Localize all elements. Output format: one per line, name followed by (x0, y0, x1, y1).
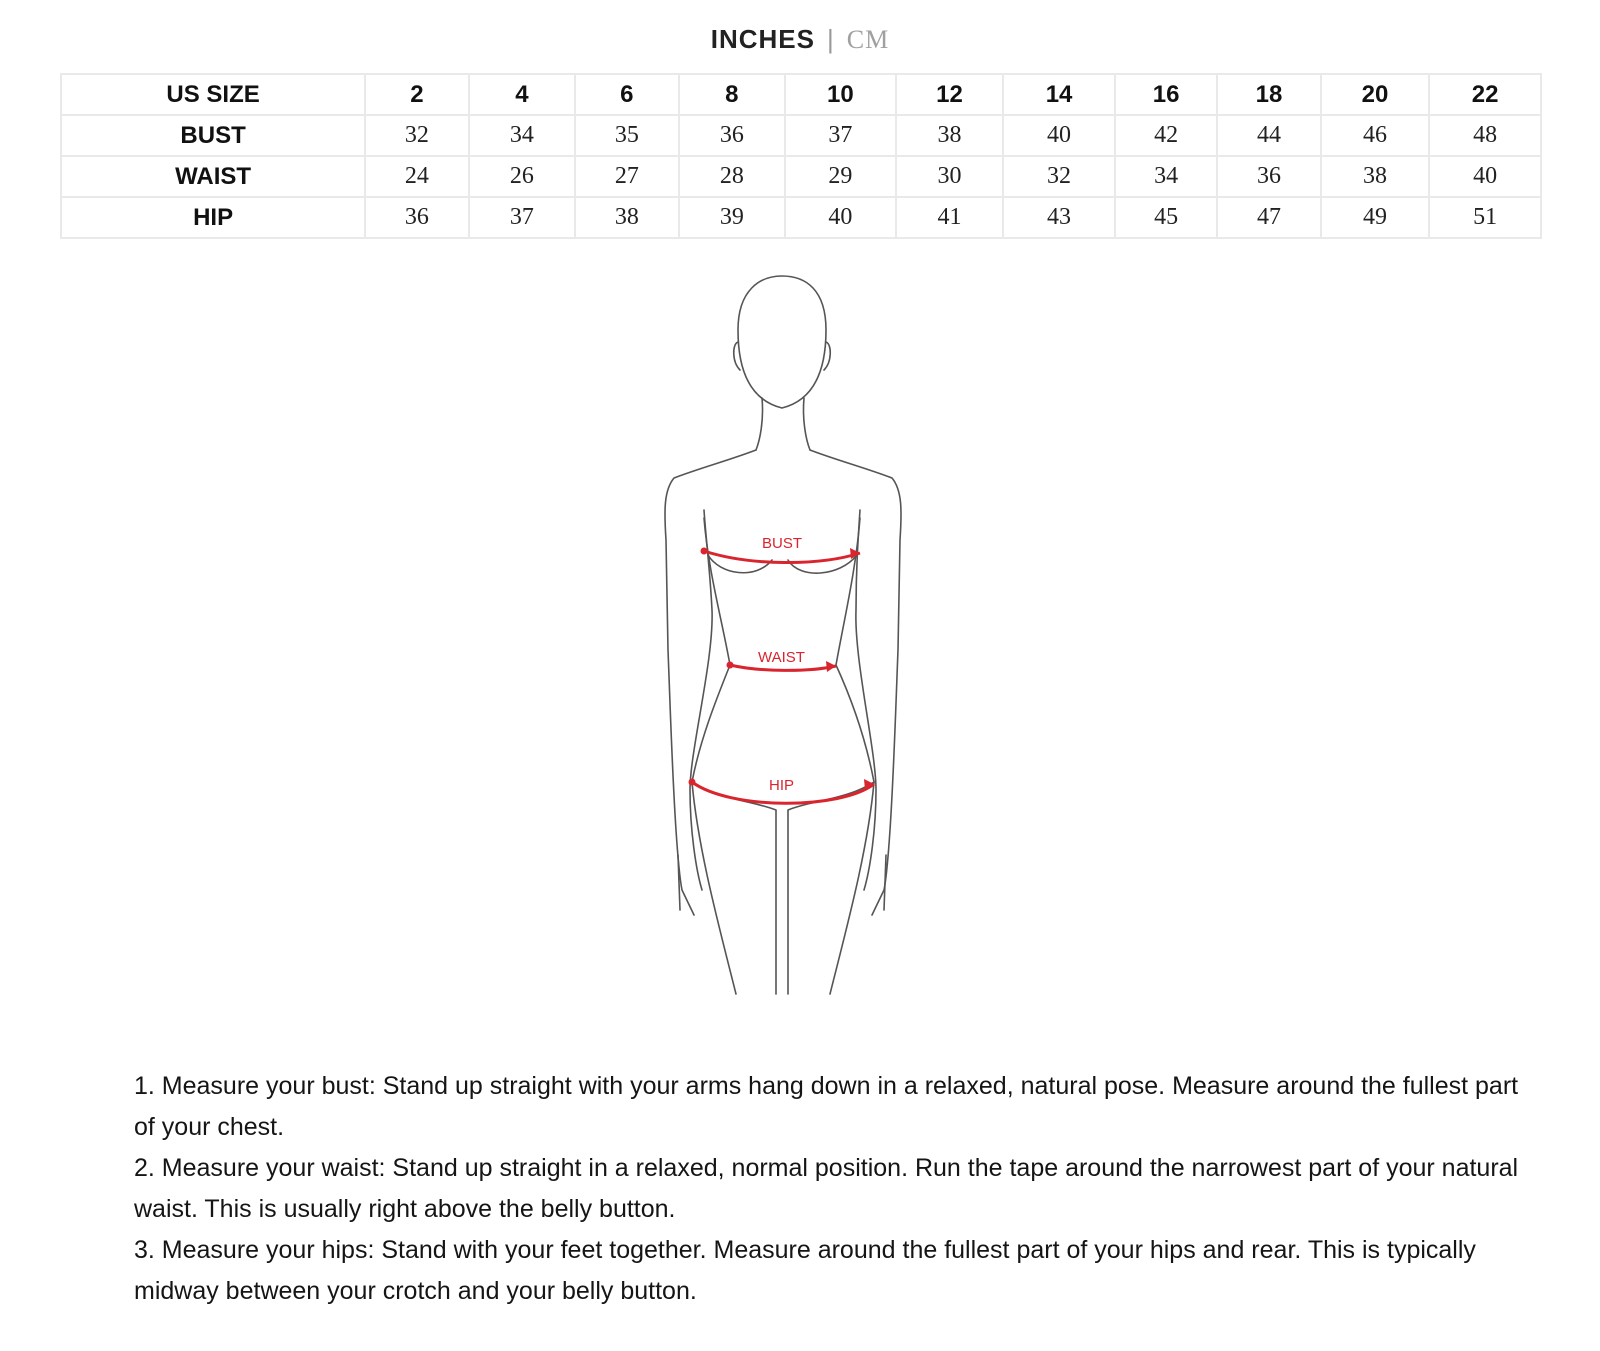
measurement-cell: 40 (785, 197, 896, 238)
measurement-row-hip (61, 197, 1541, 238)
measurement-cell: 32 (365, 115, 468, 156)
size-cell: 20 (1321, 74, 1430, 115)
measurement-cell: 37 (785, 115, 896, 156)
measurement-cell: 30 (896, 156, 1004, 197)
measurement-cell: 46 (1321, 115, 1430, 156)
row-label: BUST (61, 115, 365, 156)
measurement-cell: 40 (1003, 115, 1115, 156)
measurement-cell: 29 (785, 156, 896, 197)
bust-label: BUST (762, 535, 803, 552)
measurement-cell: 35 (575, 115, 678, 156)
size-cell: 10 (785, 74, 896, 115)
measurement-cell: 38 (575, 197, 678, 238)
row-label: WAIST (61, 156, 365, 197)
measurement-cell: 34 (1115, 156, 1217, 197)
measurement-cell: 43 (1003, 197, 1115, 238)
measurement-cell: 38 (1321, 156, 1430, 197)
instruction-waist: 2. Measure your waist: Stand up straight in a relaxed, normal position. Run the tape around the narrowest part of your natural waist. This is usually right above the belly button. (134, 1154, 1519, 1223)
measurement-cell: 48 (1429, 115, 1541, 156)
hip-label: HIP (769, 777, 795, 794)
measurement-cell: 39 (679, 197, 786, 238)
measurement-cell: 38 (896, 115, 1004, 156)
measurement-cell: 40 (1429, 156, 1541, 197)
measurement-cell: 44 (1217, 115, 1320, 156)
size-chart-table (60, 73, 1542, 239)
size-cell: 4 (469, 74, 576, 115)
size-header-row (61, 74, 1541, 115)
measurement-cell: 36 (1217, 156, 1320, 197)
unit-toggle (0, 24, 1600, 55)
size-cell: 14 (1003, 74, 1115, 115)
measurement-cell: 24 (365, 156, 468, 197)
measurement-cell: 28 (679, 156, 786, 197)
measurement-cell: 45 (1115, 197, 1217, 238)
size-cell: 2 (365, 74, 468, 115)
measurement-cell: 37 (469, 197, 576, 238)
measurement-cell: 26 (469, 156, 576, 197)
size-cell: 12 (896, 74, 1004, 115)
size-cell: 16 (1115, 74, 1217, 115)
row-label: HIP (61, 197, 365, 238)
body-measurement-figure (660, 270, 940, 1030)
measurement-cell: 42 (1115, 115, 1217, 156)
unit-separator: | (827, 24, 835, 54)
measurement-cell: 41 (896, 197, 1004, 238)
measurement-instructions (134, 1066, 1534, 1312)
measurement-cell: 27 (575, 156, 678, 197)
size-cell: 8 (679, 74, 786, 115)
instruction-bust: 1. Measure your bust: Stand up straight with your arms hang down in a relaxed, natural pose. Measure around the fullest part of your chest. (134, 1072, 1519, 1141)
inches-tab[interactable]: INCHES (710, 24, 815, 54)
size-cell: 6 (575, 74, 678, 115)
measurement-cell: 47 (1217, 197, 1320, 238)
measurement-cell: 36 (365, 197, 468, 238)
measurement-cell: 51 (1429, 197, 1541, 238)
body-outline-illustration (660, 270, 940, 1030)
measurement-row-waist (61, 156, 1541, 197)
row-label: US SIZE (61, 74, 365, 115)
cm-tab[interactable]: CM (846, 25, 890, 54)
size-cell: 18 (1217, 74, 1320, 115)
measurement-cell: 34 (469, 115, 576, 156)
size-cell: 22 (1429, 74, 1541, 115)
measurement-cell: 49 (1321, 197, 1430, 238)
instruction-hip: 3. Measure your hips: Stand with your feet together. Measure around the fullest part of your hips and rear. This is typically midway between your crotch and your belly button. (134, 1236, 1476, 1305)
measurement-row-bust (61, 115, 1541, 156)
measurement-cell: 36 (679, 115, 786, 156)
measurement-cell: 32 (1003, 156, 1115, 197)
waist-label: WAIST (758, 649, 805, 666)
